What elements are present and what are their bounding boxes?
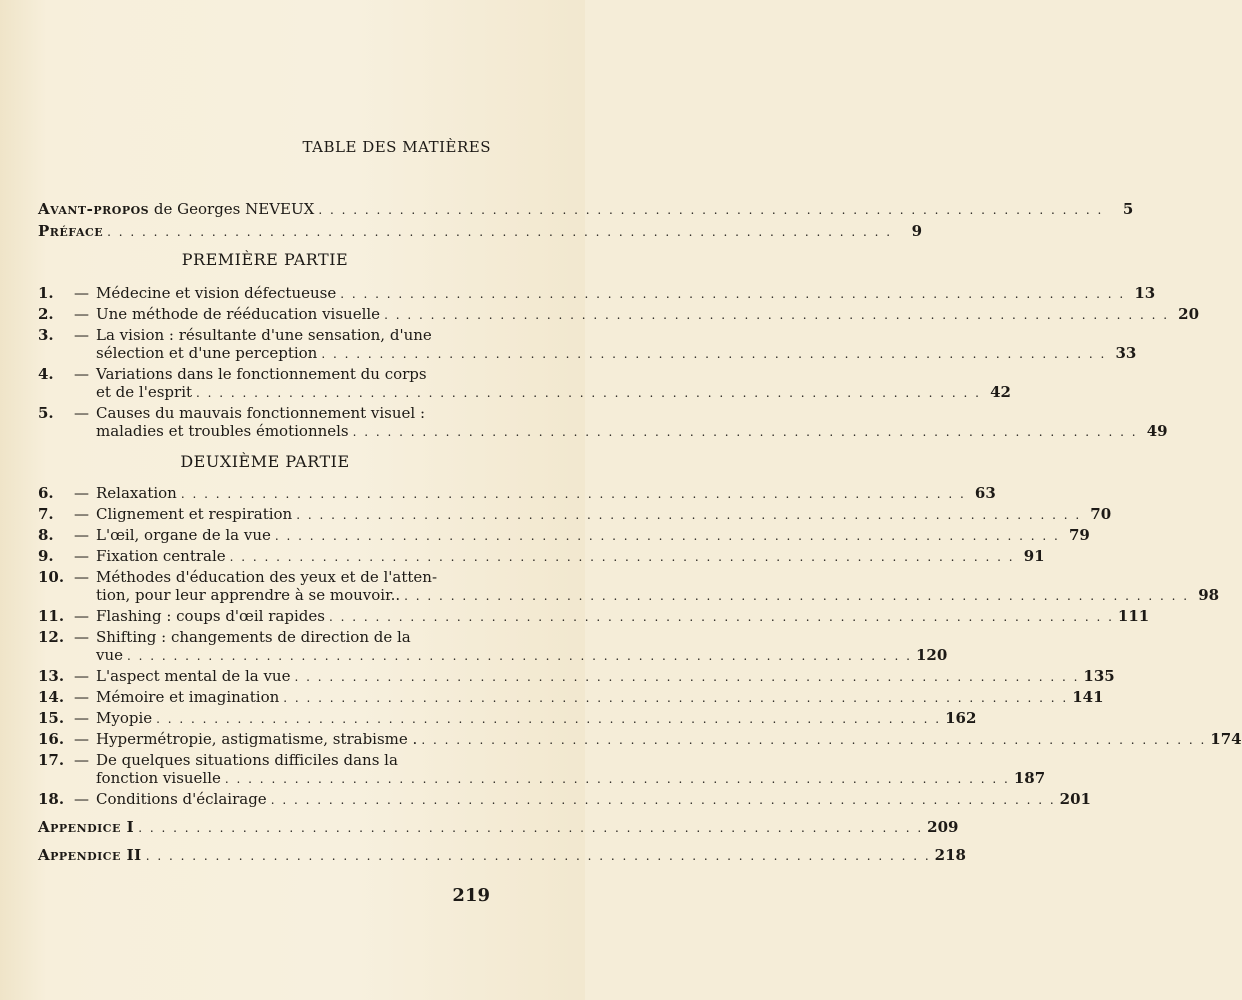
chapter-title: De quelques situations difficiles dans la [96,751,398,769]
em-dash: — [74,790,89,808]
toc-entry [38,484,996,502]
toc-entry [38,709,977,727]
chapter-number: 15. [38,709,65,727]
dot-leader: . . . . . . . . . . . . . . . . . . . . . . . . . . . . . . . . . . . . . . . . . . . . . . . . . . . . . . . . . . . . . . . . . . . . [145,849,931,863]
toc-page-number: 187 [1013,769,1046,787]
toc-page-number: 174 [1210,730,1242,748]
toc-entry-line [96,484,996,503]
dot-leader: . . . . . . . . . . . . . . . . . . . . . . . . . . . . . . . . . . . . . . . . . . . . . . . . . . . . . . . . . . . . . . . . . . . . [318,203,1104,217]
chapter-title: vue [96,646,124,664]
dot-leader: . . . . . . . . . . . . . . . . . . . . . . . . . . . . . . . . . . . . . . . . . . . . . . . . . . . . . . . . . . . . . . . . . . . . [296,508,1082,522]
chapter-number: 10. [38,568,65,586]
em-dash: — [74,730,89,748]
chapter-title: L'œil, organe de la vue [96,526,271,544]
toc-entry-text [96,730,1242,749]
toc-entry-text [96,505,1112,524]
toc-entry-text [96,284,1156,303]
toc-page-number: 70 [1090,505,1112,523]
toc-entry [38,790,1091,808]
toc-entry-line [96,667,1115,686]
toc-entry-line [96,547,1045,566]
dot-leader: . . . . . . . . . . . . . . . . . . . . . . . . . . . . . . . . . . . . . . . . . . . . . . . . . . . . . . . . . . . . . . . . . . . . [283,691,1069,705]
toc-entry [38,365,1011,401]
toc-entry-line [96,344,1137,363]
toc-back-row [38,846,966,865]
chapter-title: Myopie [96,709,153,727]
dot-leader: . . . . . . . . . . . . . . . . . . . . . . . . . . . . . . . . . . . . . . . . . . . . . . . . . . . . . . . . . . . . . . . . . . . . [352,425,1138,439]
toc-entry-line [96,505,1112,524]
toc-entry-text [96,751,1046,788]
toc-entry [38,568,1220,604]
dot-leader: . . . . . . . . . . . . . . . . . . . . . . . . . . . . . . . . . . . . . . . . . . . . . . . . . . . . . . . . . . . . . . . . . . . . [180,487,966,501]
em-dash: — [74,607,89,625]
toc-entry-line [96,422,1168,441]
toc-page-number: 79 [1068,526,1090,544]
toc-entry-line [96,586,1220,605]
toc-page-number: 5 [1122,200,1134,218]
toc-entry-line [96,730,1242,749]
part-heading: PREMIÈRE PARTIE [181,250,349,269]
toc-entry-text [96,526,1090,545]
chapter-title: sélection et d'une perception [96,344,318,362]
dot-leader: . . . . . . . . . . . . . . . . . . . . . . . . . . . . . . . . . . . . . . . . . . . . . . . . . . . . . . . . . . . . . . . . . . . . [404,589,1190,603]
toc-entry-text [96,326,1137,363]
chapter-title: maladies et troubles émotionnels [96,422,349,440]
toc-entry-line [96,709,977,728]
toc-entry-text [96,667,1115,686]
toc-entry [38,628,948,664]
toc-entry-line [96,688,1104,707]
chapter-number: 5. [38,404,54,422]
toc-entry-label [38,222,103,240]
chapter-number: 9. [38,547,54,565]
toc-entry-line [96,751,492,769]
em-dash: — [74,505,89,523]
dot-leader: . . . . . . . . . . . . . . . . . . . . . . . . . . . . . . . . . . . . . . . . . . . . . . . . . . . . . . . . . . . . . . . . . . . . [127,649,912,663]
chapter-number: 18. [38,790,65,808]
toc-entry [38,607,1150,625]
toc-entry-text [96,628,948,665]
toc-entry [38,667,1115,685]
dot-leader: . . . . . . . . . . . . . . . . . . . . . . . . . . . . . . . . . . . . . . . . . . . . . . . . . . . . . . . . . . . . . . . . . . . . [328,610,1114,624]
toc-entry-label-smallcaps: Préface [38,222,104,240]
toc-back-row [38,818,959,837]
chapter-title: Une méthode de rééducation visuelle [96,305,381,323]
toc-front-row [38,222,923,241]
toc-entry-label-smallcaps: Appendice II [38,846,142,864]
chapter-title: fonction visuelle [96,769,221,787]
toc-page-number: 42 [990,383,1011,401]
toc-entry-text [96,790,1091,809]
chapter-title: Causes du mauvais fonctionnement visuel : [96,404,426,422]
toc-entry-line [96,646,948,665]
chapter-title: Variations dans le fonctionnement du corps [96,365,427,383]
em-dash: — [74,709,89,727]
em-dash: — [74,667,89,685]
toc-entry-text [96,688,1104,707]
toc-page-number: 201 [1059,790,1091,808]
toc-entry-text [96,365,1011,402]
dot-leader: . . . . . . . . . . . . . . . . . . . . . . . . . . . . . . . . . . . . . . . . . . . . . . . . . . . . . . . . . . . . . . . . . . . . [229,550,1015,564]
toc-page-number: 91 [1023,547,1045,565]
toc-entry [38,547,1045,565]
toc-title: TABLE DES MATIÈRES [302,138,491,156]
toc-entry-line [96,326,492,344]
toc-page-number: 13 [1134,284,1156,302]
dot-leader: . . . . . . . . . . . . . . . . . . . . . . . . . . . . . . . . . . . . . . . . . . . . . . . . . . . . . . . . . . . . . . . . . . . . [274,529,1060,543]
toc-entry [38,751,1046,787]
toc-page-number: 135 [1083,667,1115,685]
chapter-title: Conditions d'éclairage [96,790,267,808]
toc-entry [38,305,1200,323]
chapter-number: 7. [38,505,54,523]
toc-page-number: 162 [945,709,977,727]
chapter-title: L'aspect mental de la vue [96,667,291,685]
toc-page-number: 49 [1146,422,1168,440]
toc-page-number: 141 [1072,688,1104,706]
part-heading: DEUXIÈME PARTIE [180,452,350,471]
toc-entry-line [96,526,1090,545]
chapter-number: 4. [38,365,54,383]
toc-front-row [38,200,1134,219]
dot-leader: . . . . . . . . . . . . . . . . . . . . . . . . . . . . . . . . . . . . . . . . . . . . . . . . . . . . . . . . . . . . . . . . . . . . [270,793,1056,807]
chapter-title: Médecine et vision défectueuse [96,284,337,302]
chapter-number: 8. [38,526,54,544]
chapter-number: 6. [38,484,54,502]
toc-page-number: 63 [974,484,996,502]
em-dash: — [74,284,89,302]
toc-entry-text [96,568,1220,605]
dot-leader: . . . . . . . . . . . . . . . . . . . . . . . . . . . . . . . . . . . . . . . . . . . . . . . . . . . . . . . . . . . . . . . . . . . . [156,712,942,726]
chapter-title: Hypermétropie, astigmatisme, strabisme . [96,730,418,748]
toc-entry [38,404,1168,440]
dot-leader: . . . . . . . . . . . . . . . . . . . . . . . . . . . . . . . . . . . . . . . . . . . . . . . . . . . . . . . . . . . . . . . . . . . . [107,225,893,239]
toc-page-number: 218 [934,846,966,864]
toc-entry-label [38,200,314,218]
dot-leader: . . . . . . . . . . . . . . . . . . . . . . . . . . . . . . . . . . . . . . . . . . . . . . . . . . . . . . . . . . . . . . . . . . . . [196,386,981,400]
toc-entry-line [96,628,492,646]
chapter-title: Mémoire et imagination [96,688,280,706]
toc-entry-text [96,547,1045,566]
toc-entry-line [96,305,1200,324]
chapter-title: Shifting : changements de direction de la [96,628,411,646]
chapter-number: 1. [38,284,54,302]
em-dash: — [74,404,89,422]
toc-entry-text [96,305,1200,324]
dot-leader: . . . . . . . . . . . . . . . . . . . . . . . . . . . . . . . . . . . . . . . . . . . . . . . . . . . . . . . . . . . . . . . . . . . . [321,347,1107,361]
toc-entry-line [96,769,1046,788]
toc-entry-text [96,484,996,503]
toc-entry-label-smallcaps: Avant-propos [38,200,150,218]
toc-page-number: 33 [1115,344,1137,362]
toc-entry-text [96,709,977,728]
em-dash: — [74,484,89,502]
toc-entry-line [96,383,1011,402]
dot-leader: . . . . . . . . . . . . . . . . . . . . . . . . . . . . . . . . . . . . . . . . . . . . . . . . . . . . . . . . . . . . . . . . . . . . [294,670,1080,684]
chapter-title: et de l'esprit [96,383,193,401]
toc-page-number: 98 [1198,586,1220,604]
em-dash: — [74,547,89,565]
chapter-number: 13. [38,667,65,685]
chapter-title: Flashing : coups d'œil rapides [96,607,325,625]
em-dash: — [74,305,89,323]
page-number: 219 [452,885,490,906]
chapter-title: Méthodes d'éducation des yeux et de l'atten- [96,568,438,586]
toc-entry-line [96,365,492,383]
toc-entry [38,688,1104,706]
chapter-number: 3. [38,326,54,344]
chapter-title: tion, pour leur apprendre à se mouvoir.. [96,586,401,604]
toc-entry-line [96,404,492,422]
em-dash: — [74,568,89,586]
toc-entry-line [96,284,1156,303]
chapter-number: 11. [38,607,65,625]
chapter-number: 17. [38,751,65,769]
toc-entry-text [96,607,1150,626]
toc-page-number: 120 [915,646,948,664]
em-dash: — [74,751,89,769]
toc-entry-line [96,568,492,586]
toc-entry [38,526,1090,544]
dot-leader: . . . . . . . . . . . . . . . . . . . . . . . . . . . . . . . . . . . . . . . . . . . . . . . . . . . . . . . . . . . . . . . . . . . . [224,772,1010,786]
toc-entry [38,730,1242,748]
chapter-number: 2. [38,305,54,323]
chapter-number: 16. [38,730,65,748]
em-dash: — [74,326,89,344]
toc-entry [38,284,1156,302]
chapter-title: Fixation centrale [96,547,226,565]
chapter-title: Clignement et respiration [96,505,293,523]
dot-leader: . . . . . . . . . . . . . . . . . . . . . . . . . . . . . . . . . . . . . . . . . . . . . . . . . . . . . . . . . . . . . . . . . . . . [340,287,1126,301]
dot-leader: . . . . . . . . . . . . . . . . . . . . . . . . . . . . . . . . . . . . . . . . . . . . . . . . . . . . . . . . . . . . . . . . . . . . [138,821,924,835]
em-dash: — [74,365,89,383]
toc-entry [38,505,1112,523]
chapter-number: 12. [38,628,65,646]
toc-entry-line [96,607,1150,626]
toc-page-number: 111 [1117,607,1150,625]
chapter-title: Relaxation [96,484,177,502]
toc-entry-label-smallcaps: Appendice I [38,818,135,836]
dot-leader: . . . . . . . . . . . . . . . . . . . . . . . . . . . . . . . . . . . . . . . . . . . . . . . . . . . . . . . . . . . . . . . . . . . . [384,308,1170,322]
toc-entry-label-rest: de Georges NEVEUX [149,200,315,218]
em-dash: — [74,526,89,544]
toc-entry-text [96,404,1168,441]
dot-leader: . . . . . . . . . . . . . . . . . . . . . . . . . . . . . . . . . . . . . . . . . . . . . . . . . . . . . . . . . . . . . . . . . . . . [421,733,1207,747]
toc-entry [38,326,1137,362]
toc-page-number: 9 [911,222,923,240]
chapter-title: La vision : résultante d'une sensation, d'une [96,326,432,344]
toc-page-number: 20 [1178,305,1200,323]
chapter-number: 14. [38,688,65,706]
em-dash: — [74,628,89,646]
toc-entry-line [96,790,1091,809]
em-dash: — [74,688,89,706]
toc-page-number: 209 [927,818,959,836]
